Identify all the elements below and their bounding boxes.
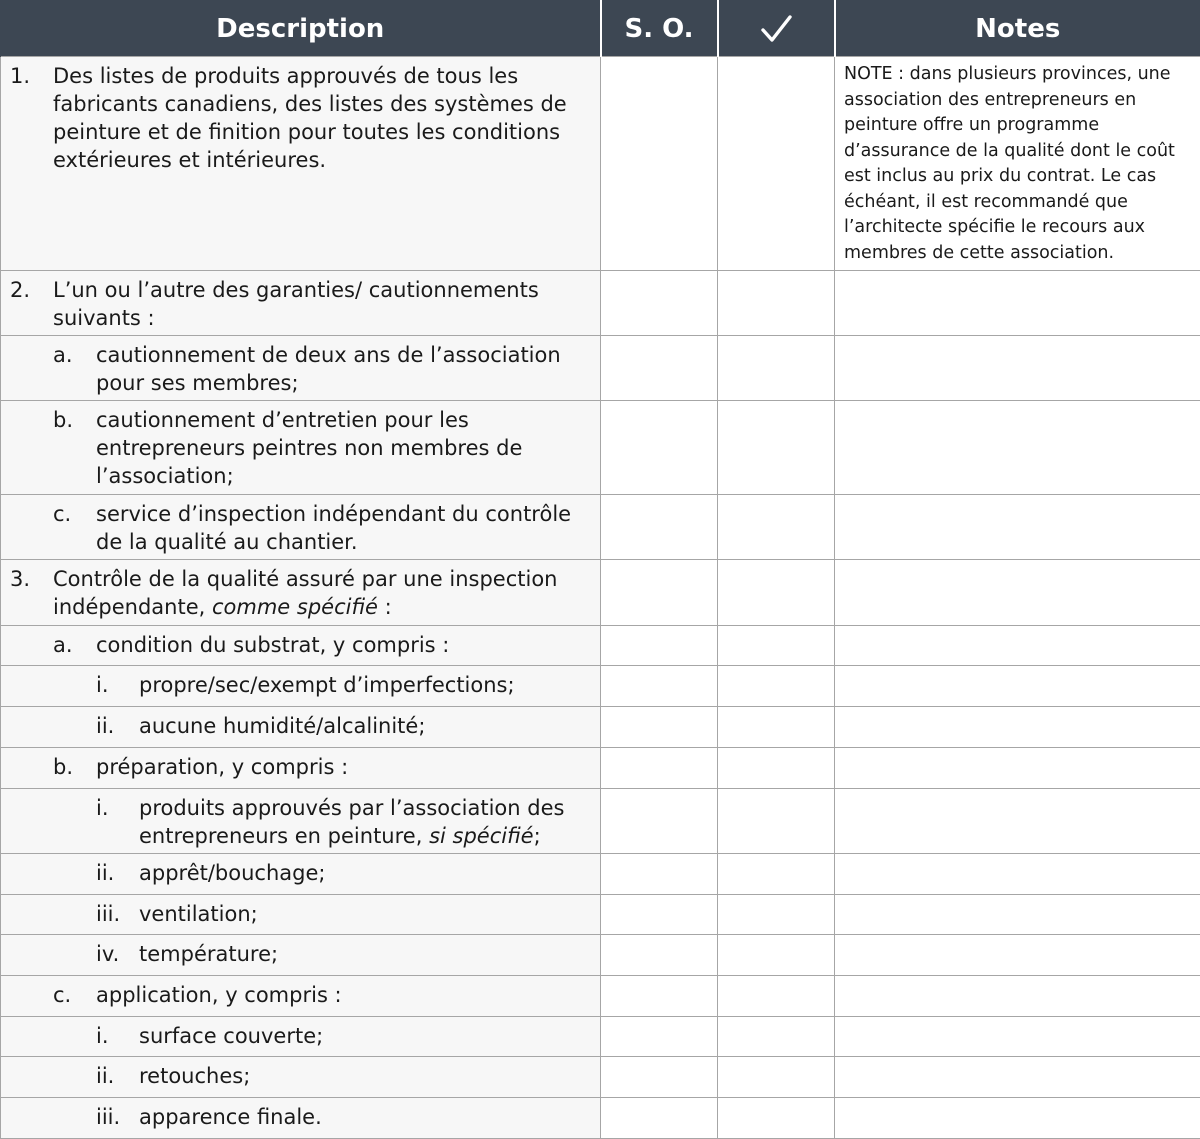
table-row — [1, 666, 1200, 707]
description-cell — [1, 271, 601, 336]
table-row — [1, 57, 1200, 271]
item-marker: 3. — [10, 567, 31, 591]
list-item — [1, 271, 600, 334]
item-text-tail: ; — [533, 824, 541, 848]
notes-cell — [835, 271, 1200, 336]
check-cell[interactable] — [718, 57, 835, 271]
list-item — [1, 626, 600, 661]
item-marker: 2. — [10, 278, 31, 302]
list-item — [1, 401, 600, 492]
table-row — [1, 935, 1200, 976]
item-text: cautionnement d’entretien pour les entrepreneurs peintres non membres de l’association; — [96, 408, 523, 488]
notes-cell — [835, 789, 1200, 854]
notes-column-header: Notes — [835, 1, 1200, 57]
item-text: condition du substrat, y compris : — [96, 633, 450, 657]
so-cell[interactable] — [601, 57, 718, 271]
notes-cell — [835, 336, 1200, 401]
item-text-italic: comme spécifié — [211, 595, 378, 619]
so-cell[interactable] — [601, 1098, 718, 1139]
item-text-main: produits approuvés par l’association des entrepreneurs en peinture, — [139, 796, 565, 848]
description-cell — [1, 626, 601, 666]
item-text-tail: : — [377, 595, 392, 619]
description-cell — [1, 401, 601, 495]
item-text: ventilation; — [139, 902, 258, 926]
check-cell[interactable] — [718, 626, 835, 666]
so-column-header: S. O. — [601, 1, 718, 57]
item-marker: b. — [53, 755, 74, 779]
table-row — [1, 895, 1200, 935]
list-item — [1, 748, 600, 783]
check-cell[interactable] — [718, 935, 835, 976]
so-cell[interactable] — [601, 271, 718, 336]
so-cell[interactable] — [601, 935, 718, 976]
table-header-row — [1, 1, 1200, 57]
description-cell — [1, 1017, 601, 1057]
notes-cell — [835, 707, 1200, 748]
description-cell — [1, 560, 601, 626]
item-text: apparence finale. — [139, 1105, 322, 1129]
item-text: température; — [139, 942, 279, 966]
item-text: service d’inspection indépendant du contrôle de la qualité au chantier. — [96, 502, 572, 554]
check-column-header — [718, 1, 835, 57]
notes-cell — [835, 560, 1200, 626]
description-cell — [1, 707, 601, 748]
item-marker: ii. — [96, 714, 115, 738]
table-row — [1, 560, 1200, 626]
item-marker: b. — [53, 408, 74, 432]
so-cell[interactable] — [601, 495, 718, 560]
item-marker: a. — [53, 343, 73, 367]
item-marker: a. — [53, 633, 73, 657]
notes-cell — [835, 895, 1200, 935]
item-text: cautionnement de deux ans de l’association pour ses membres; — [96, 343, 561, 395]
list-item — [1, 666, 600, 701]
notes-cell — [835, 57, 1200, 271]
check-cell[interactable] — [718, 976, 835, 1017]
list-item — [1, 560, 600, 623]
so-cell[interactable] — [601, 401, 718, 495]
item-marker: i. — [96, 673, 109, 697]
list-item — [1, 57, 600, 176]
item-marker: ii. — [96, 1064, 115, 1088]
description-cell — [1, 976, 601, 1017]
item-text: apprêt/bouchage; — [139, 861, 326, 885]
item-marker: i. — [96, 796, 109, 820]
notes-cell — [835, 1098, 1200, 1139]
list-item — [1, 895, 600, 930]
description-cell — [1, 748, 601, 789]
description-cell — [1, 1057, 601, 1098]
list-item — [1, 707, 600, 742]
item-text: Des listes de produits approuvés de tous les fabricants canadiens, des listes des systèmes de peinture et de finition pour toutes les conditions extérieures et intérieures. — [53, 64, 567, 172]
list-item — [1, 789, 600, 852]
list-item — [1, 1098, 600, 1133]
item-marker: iii. — [96, 1105, 121, 1129]
table-row — [1, 707, 1200, 748]
item-text-italic: si spécifié — [429, 824, 534, 848]
list-item — [1, 976, 600, 1011]
list-item — [1, 495, 600, 558]
so-cell[interactable] — [601, 1017, 718, 1057]
item-text: L’un ou l’autre des garanties/ cautionnements suivants : — [53, 278, 539, 330]
so-cell[interactable] — [601, 895, 718, 935]
list-item — [1, 854, 600, 889]
item-marker: iv. — [96, 942, 120, 966]
description-column-header: Description — [1, 1, 601, 57]
notes-cell — [835, 626, 1200, 666]
table-row — [1, 1098, 1200, 1139]
item-marker: 1. — [10, 64, 31, 88]
so-cell[interactable] — [601, 748, 718, 789]
so-cell[interactable] — [601, 789, 718, 854]
so-cell[interactable] — [601, 560, 718, 626]
check-cell[interactable] — [718, 336, 835, 401]
table-row — [1, 626, 1200, 666]
so-cell[interactable] — [601, 707, 718, 748]
check-cell[interactable] — [718, 895, 835, 935]
check-cell[interactable] — [718, 789, 835, 854]
check-cell[interactable] — [718, 1017, 835, 1057]
item-marker: i. — [96, 1024, 109, 1048]
description-cell — [1, 789, 601, 854]
check-cell[interactable] — [718, 271, 835, 336]
notes-cell — [835, 495, 1200, 560]
table-row — [1, 495, 1200, 560]
note-text: NOTE : dans plusieurs provinces, une association des entrepreneurs en peinture offre un programme d’assurance de la qualité dont le coût est inclus au prix du contrat. Le cas échéant, il est recommandé que l’architecte spécifie le recours aux membres de cette association. — [844, 64, 1175, 263]
table-row — [1, 1057, 1200, 1098]
check-cell[interactable] — [718, 854, 835, 895]
item-marker: c. — [53, 983, 72, 1007]
notes-cell — [835, 976, 1200, 1017]
so-cell[interactable] — [601, 626, 718, 666]
table-row — [1, 854, 1200, 895]
notes-cell — [835, 1057, 1200, 1098]
description-cell — [1, 57, 601, 271]
item-text: préparation, y compris : — [96, 755, 349, 779]
so-cell[interactable] — [601, 976, 718, 1017]
list-item — [1, 935, 600, 970]
notes-cell — [835, 935, 1200, 976]
notes-cell — [835, 401, 1200, 495]
check-cell[interactable] — [718, 707, 835, 748]
list-item — [1, 1017, 600, 1052]
description-cell — [1, 495, 601, 560]
description-cell — [1, 895, 601, 935]
notes-cell — [835, 854, 1200, 895]
table-row — [1, 789, 1200, 854]
check-cell[interactable] — [718, 560, 835, 626]
item-text — [53, 565, 600, 621]
notes-cell — [835, 748, 1200, 789]
description-cell — [1, 666, 601, 707]
notes-cell — [835, 666, 1200, 707]
item-text: retouches; — [139, 1064, 251, 1088]
so-cell[interactable] — [601, 336, 718, 401]
check-cell[interactable] — [718, 401, 835, 495]
item-text: propre/sec/exempt d’imperfections; — [139, 673, 515, 697]
table-row — [1, 336, 1200, 401]
list-item — [1, 336, 600, 399]
item-text: application, y compris : — [96, 983, 342, 1007]
item-text — [139, 794, 600, 850]
description-cell — [1, 935, 601, 976]
check-cell[interactable] — [718, 1057, 835, 1098]
so-cell[interactable] — [601, 1057, 718, 1098]
check-cell[interactable] — [718, 748, 835, 789]
checkmark-icon — [759, 14, 793, 44]
item-text: surface couverte; — [139, 1024, 324, 1048]
list-item — [1, 1057, 600, 1092]
item-text-main: Contrôle de la qualité assuré par une inspection indépendante, — [53, 567, 558, 619]
description-cell — [1, 854, 601, 895]
item-marker: c. — [53, 502, 72, 526]
item-marker: iii. — [96, 902, 121, 926]
check-cell[interactable] — [718, 666, 835, 707]
item-marker: ii. — [96, 861, 115, 885]
check-cell[interactable] — [718, 1098, 835, 1139]
description-cell — [1, 1098, 601, 1139]
check-cell[interactable] — [718, 495, 835, 560]
item-text: aucune humidité/alcalinité; — [139, 714, 426, 738]
so-cell[interactable] — [601, 666, 718, 707]
table-row — [1, 748, 1200, 789]
table-row — [1, 1017, 1200, 1057]
notes-cell — [835, 1017, 1200, 1057]
description-cell — [1, 336, 601, 401]
table-row — [1, 271, 1200, 336]
table-row — [1, 401, 1200, 495]
table-row — [1, 976, 1200, 1017]
so-cell[interactable] — [601, 854, 718, 895]
